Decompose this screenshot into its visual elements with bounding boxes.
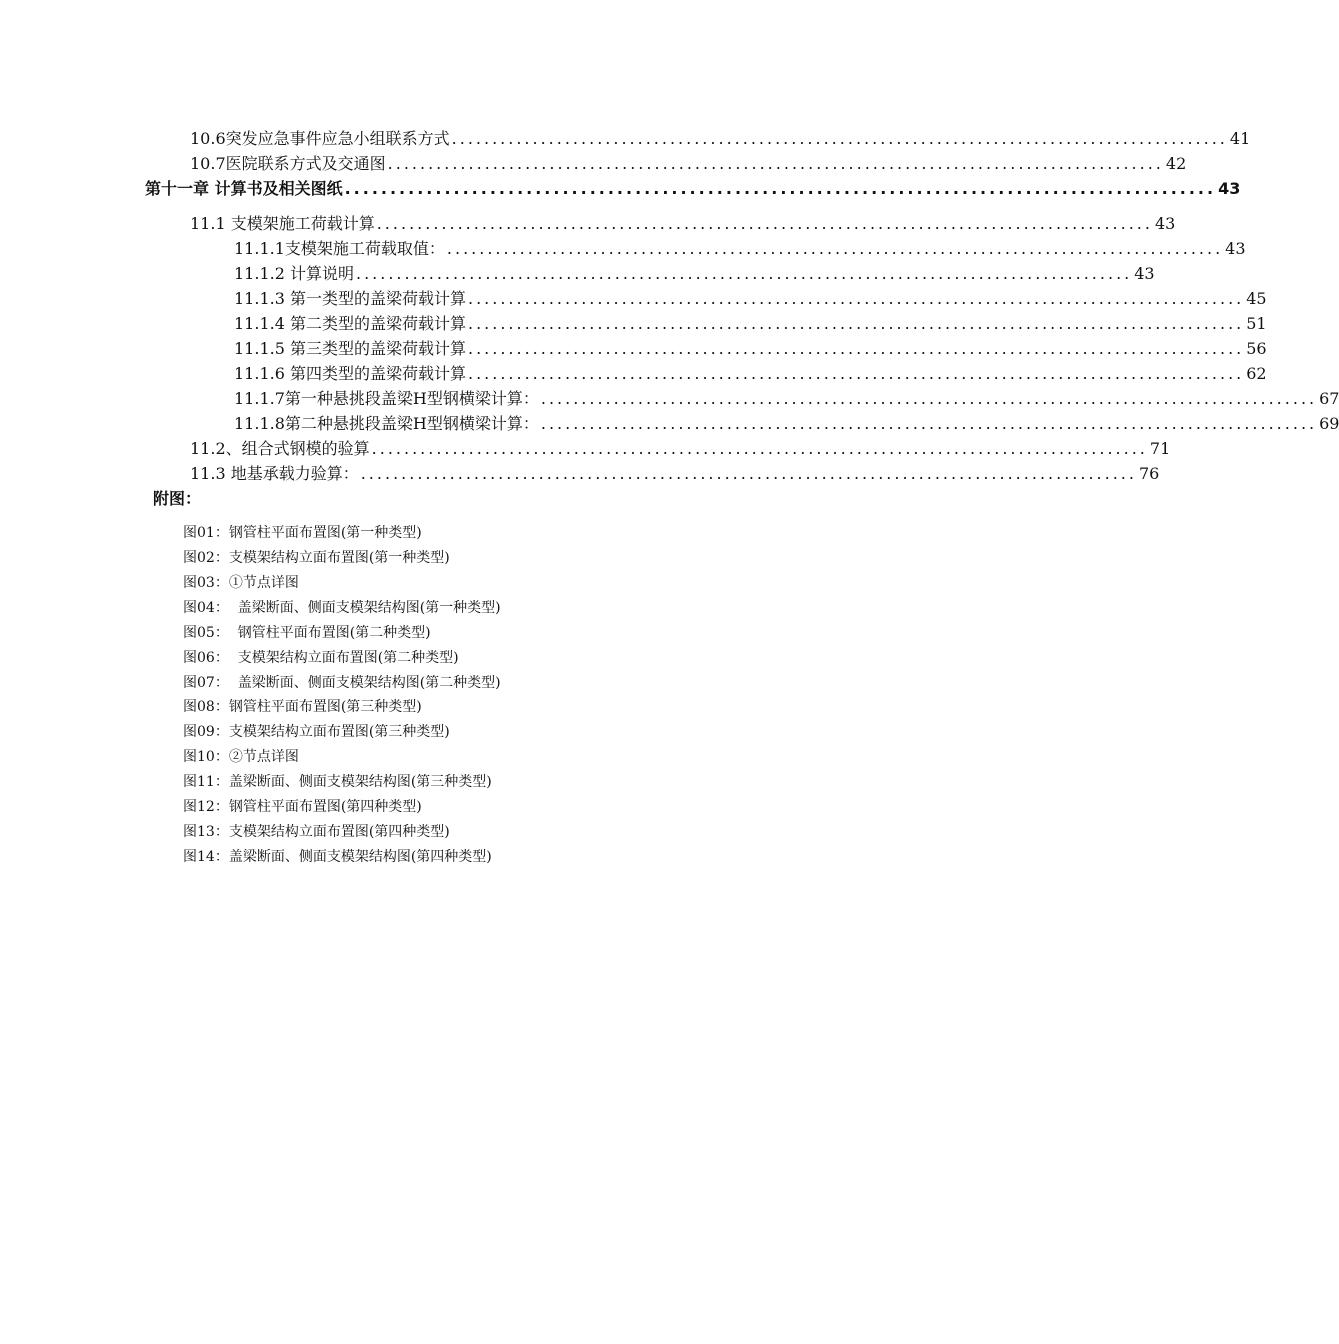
toc-leader-dots: ................................................................................................ [355, 264, 1133, 283]
toc-entry-label: 第十一章 计算书及相关图纸 [145, 179, 343, 198]
toc-entry [190, 463, 1160, 485]
toc-entry-label: 11.1.4 第二类型的盖梁荷载计算 [234, 314, 466, 333]
toc-leader-dots: ................................................................................................ [540, 389, 1318, 408]
toc-page-number: 43 [1154, 214, 1176, 233]
toc-entry [234, 363, 1267, 385]
toc-chapter-entry [145, 178, 1241, 200]
toc-entry-label: 11.1.7第一种悬挑段盖梁H型钢横梁计算： [234, 389, 539, 408]
toc-entry [190, 128, 1251, 150]
figure-list-item: 图14：盖梁断面、侧面支模架结构图(第四种类型) [183, 849, 492, 865]
toc-page-number: 71 [1149, 439, 1171, 458]
toc-entry [234, 288, 1267, 310]
figure-list-item: 图03：①节点详图 [183, 575, 299, 591]
toc-entry [234, 388, 1339, 410]
toc-leader-dots: ................................................................................................ [360, 464, 1137, 483]
toc-entry [190, 153, 1187, 175]
toc-leader-dots: ................................................................................................ [376, 214, 1153, 233]
toc-entry-label: 11.1 支模架施工荷载计算 [190, 214, 375, 233]
toc-page-number: 43 [1218, 179, 1241, 198]
figure-list-item: 图05： 钢管柱平面布置图(第二种类型) [183, 625, 431, 641]
toc-entry [190, 213, 1176, 235]
toc-entry-label: 11.1.1支模架施工荷载取值： [234, 239, 445, 258]
toc-leader-dots: ................................................................................................ [467, 364, 1245, 383]
toc-entry-label: 11.1.3 第一类型的盖梁荷载计算 [234, 289, 466, 308]
figure-list-item: 图02：支模架结构立面布置图(第一种类型) [183, 550, 450, 566]
figure-list-item: 图13：支模架结构立面布置图(第四种类型) [183, 824, 450, 840]
toc-entry-label: 11.3 地基承载力验算： [190, 464, 359, 483]
toc-leader-dots: ................................................................................................ [467, 289, 1245, 308]
toc-entry [190, 438, 1171, 460]
toc-page-number: 56 [1246, 339, 1267, 358]
figure-list-item: 图01：钢管柱平面布置图(第一种类型) [183, 525, 422, 541]
toc-entry-label: 11.1.2 计算说明 [234, 264, 354, 283]
figure-list-item: 图07： 盖梁断面、侧面支模架结构图(第二种类型) [183, 675, 501, 691]
toc-leader-dots: ................................................................................................ [446, 239, 1224, 258]
figure-list-item: 图09：支模架结构立面布置图(第三种类型) [183, 724, 450, 740]
toc-leader-dots: ................................................................................................ [387, 154, 1164, 173]
toc-leader-dots: ................................................................................................ [451, 129, 1228, 148]
toc-entry [234, 313, 1267, 335]
toc-leader-dots: ................................................................................................ [371, 439, 1148, 458]
toc-entry [234, 413, 1339, 435]
toc-entry [234, 338, 1267, 360]
toc-entry-label: 11.2、组合式钢模的验算 [190, 439, 370, 458]
toc-page-number: 67 [1319, 389, 1339, 408]
figure-list-item: 图10：②节点详图 [183, 749, 299, 765]
toc-entry-label: 10.7医院联系方式及交通图 [190, 154, 386, 173]
toc-page-number: 43 [1225, 239, 1246, 258]
figure-list-item: 图12：钢管柱平面布置图(第四种类型) [183, 799, 422, 815]
toc-entry-label: 11.1.5 第三类型的盖梁荷载计算 [234, 339, 466, 358]
toc-page-number: 62 [1246, 364, 1267, 383]
toc-page-number: 69 [1319, 414, 1339, 433]
toc-entry-label: 10.6突发应急事件应急小组联系方式 [190, 129, 450, 148]
toc-entry-label: 11.1.8第二种悬挑段盖梁H型钢横梁计算： [234, 414, 539, 433]
toc-leader-dots: ................................................................................................ [344, 179, 1217, 198]
toc-page-number: 42 [1165, 154, 1187, 173]
figure-list-item: 图08：钢管柱平面布置图(第三种类型) [183, 699, 422, 715]
toc-entry [234, 263, 1155, 285]
toc-page-number: 43 [1134, 264, 1155, 283]
toc-page-number: 76 [1138, 464, 1160, 483]
toc-page-number: 51 [1246, 314, 1267, 333]
toc-leader-dots: ................................................................................................ [540, 414, 1318, 433]
toc-page-number: 41 [1229, 129, 1251, 148]
figure-list-item: 图06： 支模架结构立面布置图(第二种类型) [183, 650, 459, 666]
toc-leader-dots: ................................................................................................ [467, 339, 1245, 358]
toc-entry-label: 11.1.6 第四类型的盖梁荷载计算 [234, 364, 466, 383]
toc-leader-dots: ................................................................................................ [467, 314, 1245, 333]
figure-list-item: 图04： 盖梁断面、侧面支模架结构图(第一种类型) [183, 600, 501, 616]
figure-list-item: 图11：盖梁断面、侧面支模架结构图(第三种类型) [183, 774, 492, 790]
toc-entry [234, 238, 1246, 260]
toc-page-number: 45 [1246, 289, 1267, 308]
figures-heading: 附图： [153, 489, 202, 508]
